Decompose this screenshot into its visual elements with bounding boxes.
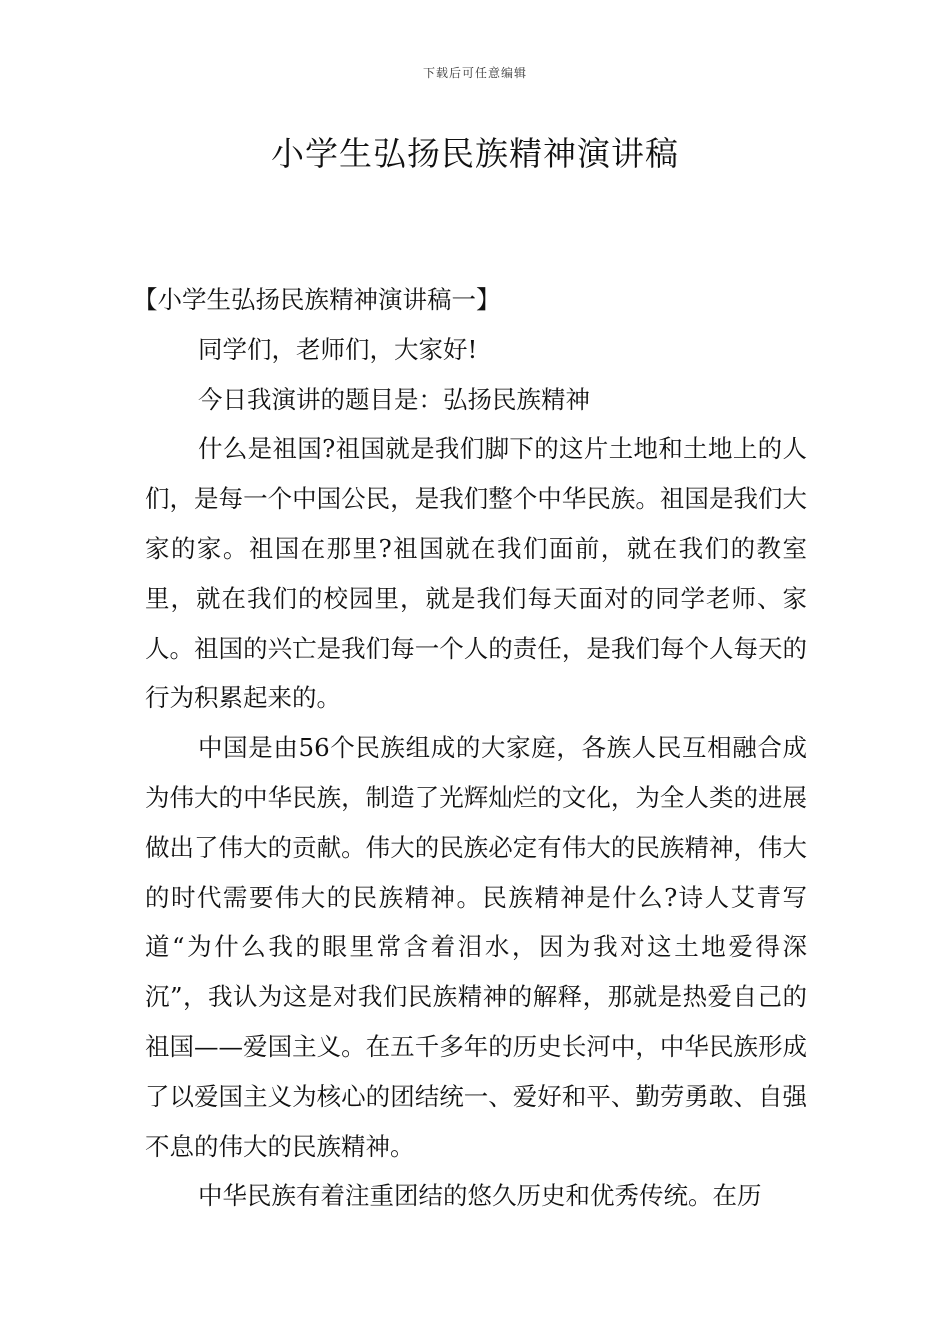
paragraph-greeting: 同学们，老师们，大家好!: [198, 334, 478, 364]
document-body: [133, 275, 807, 1221]
document-title: 小学生弘扬民族精神演讲稿: [271, 134, 679, 173]
paragraph-topic: 今日我演讲的题目是：弘扬民族精神: [198, 384, 590, 414]
paragraph-motherland: 什么是祖国?祖国就是我们脚下的这片土地和土地上的人们，是每一个中国公民，是我们整个中华民族。祖国是我们大家的家。祖国在那里?祖国就在我们面前，就在我们的教室里，就在我们的校园里，就是我们每天面对的同学老师、家人。祖国的兴亡是我们每一个人的责任，是我们每个人每天的行为积累起来的。: [145, 434, 807, 713]
header-note: 下载后可任意编辑: [422, 66, 527, 80]
paragraph-national-spirit: 中国是由56个民族组成的大家庭，各族人民互相融合成为伟大的中华民族，制造了光辉灿烂的文化，为全人类的进展做出了伟大的贡献。伟大的民族必定有伟大的民族精神，伟大的时代需要伟大的民族精神。民族精神是什么?诗人艾青写道“为什么我的眼里常含着泪水，因为我对这土地爱得深沉”，我认为这是对我们民族精神的解释，那就是热爱自己的祖国——爱国主义。在五千多年的历史长河中，中华民族形成了以爱国主义为核心的团结统一、爱好和平、勤劳勇敢、自强不息的伟大的民族精神。: [145, 733, 807, 1161]
paragraph-unity: 中华民族有着注重团结的悠久历史和优秀传统。在历: [198, 1181, 762, 1211]
section-heading: 【小学生弘扬民族精神演讲稿一】: [133, 285, 501, 314]
